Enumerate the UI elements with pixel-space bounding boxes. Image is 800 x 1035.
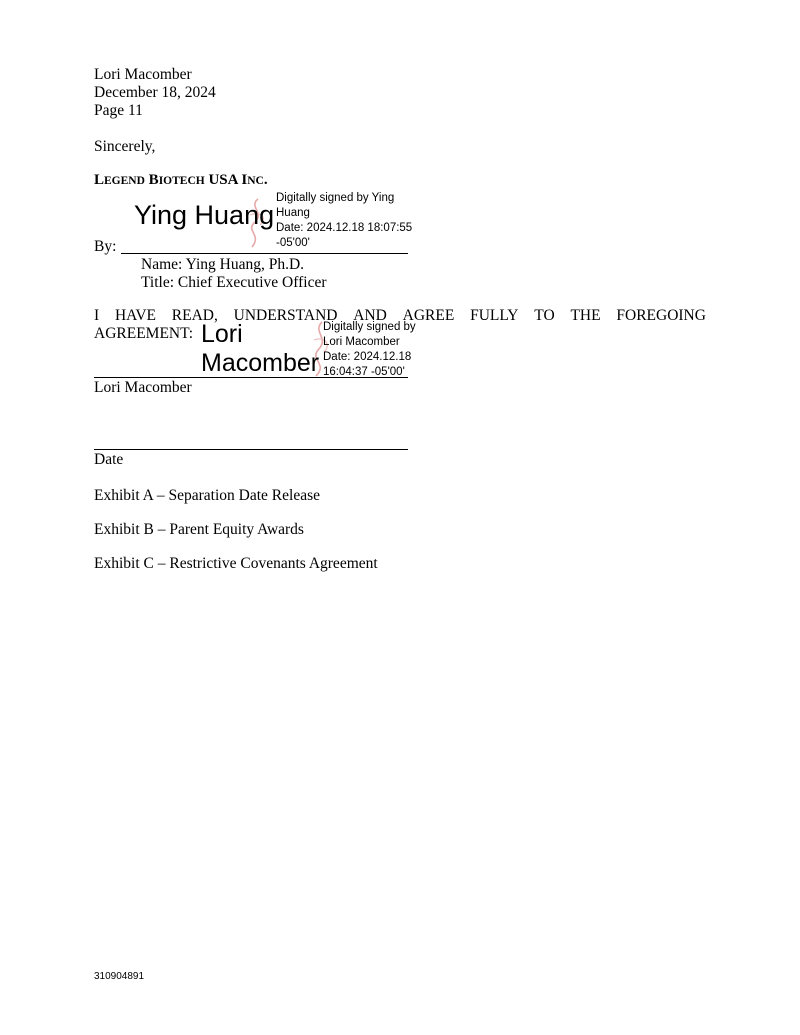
exhibit-b: Exhibit B – Parent Equity Awards: [94, 521, 304, 538]
by-label: By:: [94, 238, 117, 255]
letter-date: December 18, 2024: [94, 84, 216, 101]
agreement-statement-line1: I HAVE READ, UNDERSTAND AND AGREE FULLY TO THE FOREGOING: [94, 307, 706, 324]
page-number: Page 11: [94, 102, 143, 119]
employee-signature-first: Lori: [201, 320, 243, 348]
company-signature-line: [121, 253, 408, 254]
date-label: Date: [94, 451, 124, 468]
exhibit-a: Exhibit A – Separation Date Release: [94, 487, 320, 504]
exhibit-c: Exhibit C – Restrictive Covenants Agreement: [94, 555, 378, 572]
employee-name: Lori Macomber: [94, 379, 192, 396]
employee-signature-last: Macomber: [201, 349, 320, 377]
signer-title-line: Title: Chief Executive Officer: [141, 274, 327, 291]
recipient-name: Lori Macomber: [94, 66, 192, 83]
company-signer-signature: Ying Huang: [134, 200, 275, 230]
agreement-statement-line2: AGREEMENT:: [94, 325, 194, 342]
closing: Sincerely,: [94, 138, 156, 155]
employee-signature-line: [94, 377, 408, 378]
company-digital-signature-info: Digitally signed by Ying Huang Date: 2024.12.18 18:07:55 -05'00': [276, 192, 413, 249]
company-name: LEGEND BIOTECH USA INC.: [94, 172, 268, 188]
signer-name-line: Name: Ying Huang, Ph.D.: [141, 256, 305, 273]
employee-digital-signature-info: Digitally signed by Lori Macomber Date: 2024.12.18 16:04:37 -05'00': [323, 321, 416, 378]
date-signature-line: [94, 449, 408, 450]
document-id-footer: 310904891: [94, 971, 145, 982]
